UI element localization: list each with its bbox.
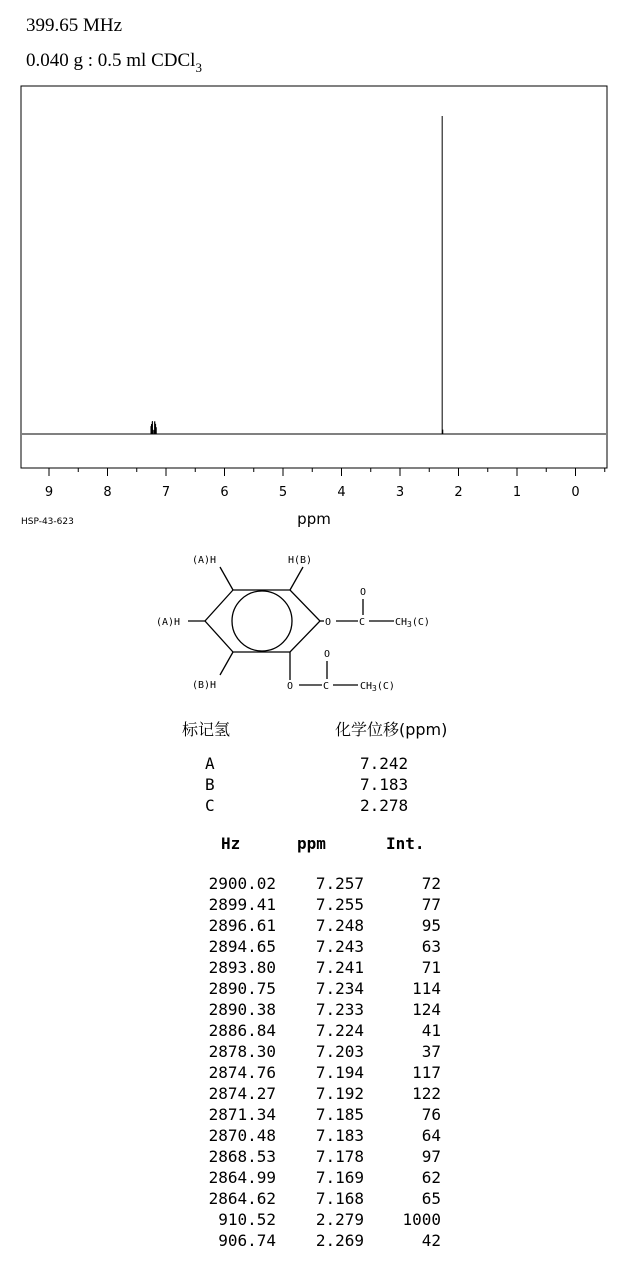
peak-hz: 2886.84	[208, 1021, 276, 1040]
peak-int: 64	[421, 1126, 441, 1145]
table-row	[0, 895, 626, 916]
peak-int: 71	[421, 958, 441, 977]
peak-ppm: 7.178	[315, 1147, 364, 1166]
peak-hz: 906.74	[218, 1231, 276, 1250]
peak-hz: 2890.75	[208, 979, 276, 998]
table-row	[0, 1210, 626, 1231]
peak-int: 124	[412, 1000, 441, 1019]
sample-text: 0.040 g : 0.5 ml CDCl	[26, 50, 196, 71]
peak-ppm: 7.168	[315, 1189, 364, 1208]
x-tick-label: 7	[161, 485, 171, 500]
peak-hz: 910.52	[218, 1210, 276, 1229]
assignment-header-shift: 化学位移(ppm)	[335, 720, 448, 739]
peak-header-hz: Hz	[221, 834, 241, 853]
assignment-row	[0, 775, 626, 796]
peak-int: 62	[421, 1168, 441, 1187]
peak-ppm: 2.279	[315, 1210, 364, 1229]
table-row	[0, 874, 626, 895]
table-row	[0, 1147, 626, 1168]
peak-hz: 2893.80	[208, 958, 276, 977]
x-tick-label: 9	[44, 485, 54, 500]
table-row	[0, 1084, 626, 1105]
peak-int: 1000	[402, 1210, 441, 1229]
peak-int: 65	[421, 1189, 441, 1208]
table-row	[0, 1126, 626, 1147]
peak-hz: 2874.76	[208, 1063, 276, 1082]
table-row	[0, 1021, 626, 1042]
peak-ppm: 7.194	[315, 1063, 364, 1082]
x-axis-label: ppm	[297, 510, 331, 528]
x-tick-label: 4	[337, 485, 346, 500]
x-tick-label: 5	[278, 485, 288, 500]
peak-int: 42	[421, 1231, 441, 1250]
label-carbonyl-o-1: O	[360, 587, 367, 598]
sample-subscript: 3	[195, 60, 202, 75]
label-h-b-top: H(B)	[288, 555, 313, 566]
assignment-shift: 2.278	[360, 796, 409, 815]
label-carbonyl-o-2: O	[324, 649, 331, 660]
label-carbon-2: C	[323, 681, 330, 692]
peak-hz: 2874.27	[208, 1084, 276, 1103]
label-oxygen-2: O	[287, 681, 294, 692]
table-row	[0, 1189, 626, 1210]
table-row	[0, 937, 626, 958]
x-tick-label: 0	[571, 485, 580, 500]
peak-hz: 2900.02	[208, 874, 276, 893]
peak-ppm: 7.203	[315, 1042, 364, 1061]
table-row	[0, 1063, 626, 1084]
peak-int: 117	[412, 1063, 441, 1082]
peak-ppm: 7.257	[315, 874, 364, 893]
peak-ppm: 7.224	[315, 1021, 364, 1040]
peak-hz: 2896.61	[208, 916, 276, 935]
label-oxygen-1: O	[325, 617, 332, 628]
table-row	[0, 1042, 626, 1063]
peak-hz: 2878.30	[208, 1042, 276, 1061]
peak-hz: 2868.53	[208, 1147, 276, 1166]
peak-ppm: 7.192	[315, 1084, 364, 1103]
peak-ppm: 7.185	[315, 1105, 364, 1124]
x-tick-label: 8	[103, 485, 112, 500]
peak-ppm: 7.243	[315, 937, 364, 956]
peak-hz: 2870.48	[208, 1126, 276, 1145]
x-tick-label: 3	[395, 485, 405, 500]
peak-ppm: 7.183	[315, 1126, 364, 1145]
peak-int: 63	[421, 937, 441, 956]
table-row	[0, 1231, 626, 1252]
peak-header-int: Int.	[386, 834, 425, 853]
peak-ppm: 7.248	[315, 916, 364, 935]
x-tick-label: 6	[220, 485, 229, 500]
label-a-h-left: (A)H	[156, 617, 181, 628]
peak-int: 122	[412, 1084, 441, 1103]
table-row	[0, 979, 626, 1000]
assignment-row	[0, 796, 626, 817]
assignment-shift: 7.183	[360, 775, 409, 794]
label-carbon-1: C	[359, 617, 366, 628]
peak-hz: 2864.99	[208, 1168, 276, 1187]
label-a-h-top: (A)H	[192, 555, 217, 566]
peak-int: 41	[421, 1021, 441, 1040]
assignment-header-label: 标记氢	[182, 720, 231, 739]
peak-ppm: 7.241	[315, 958, 364, 977]
peak-ppm: 7.233	[315, 1000, 364, 1019]
peak-hz: 2864.62	[208, 1189, 276, 1208]
label-ch3-2: $CH_3(C)$	[360, 681, 395, 693]
table-row	[0, 1168, 626, 1189]
spectrum-id: HSP-43-623	[21, 517, 74, 527]
x-tick-label: 1	[512, 485, 522, 500]
table-row	[0, 1000, 626, 1021]
peak-int: 95	[421, 916, 441, 935]
peak-int: 97	[421, 1147, 441, 1166]
peak-ppm: 7.169	[315, 1168, 364, 1187]
peak-hz: 2894.65	[208, 937, 276, 956]
table-row	[0, 958, 626, 979]
peak-int: 114	[412, 979, 441, 998]
peak-int: 76	[421, 1105, 441, 1124]
spectrometer-frequency: 399.65 MHz	[26, 15, 123, 36]
table-row	[0, 916, 626, 937]
aromatic-circle	[232, 591, 292, 651]
assignment-label: A	[205, 754, 215, 773]
peak-ppm: 2.269	[315, 1231, 364, 1250]
peak-ppm: 7.234	[315, 979, 364, 998]
peak-hz: 2899.41	[208, 895, 276, 914]
peak-ppm: 7.255	[315, 895, 364, 914]
x-tick-label: 2	[454, 485, 463, 500]
peak-header-ppm: ppm	[297, 834, 326, 853]
peak-int: 37	[421, 1042, 441, 1061]
label-b-h-bottom: (B)H	[192, 680, 217, 691]
assignment-label: B	[205, 775, 215, 794]
peak-int: 77	[421, 895, 441, 914]
table-row	[0, 1105, 626, 1126]
assignment-row	[0, 754, 626, 775]
assignment-shift: 7.242	[360, 754, 409, 773]
peak-hz: 2890.38	[208, 1000, 276, 1019]
benzene-ring	[205, 590, 320, 652]
peak-hz: 2871.34	[208, 1105, 276, 1124]
peak-int: 72	[421, 874, 441, 893]
label-ch3-1: $CH_3(C)$	[395, 617, 430, 629]
assignment-label: C	[205, 796, 215, 815]
